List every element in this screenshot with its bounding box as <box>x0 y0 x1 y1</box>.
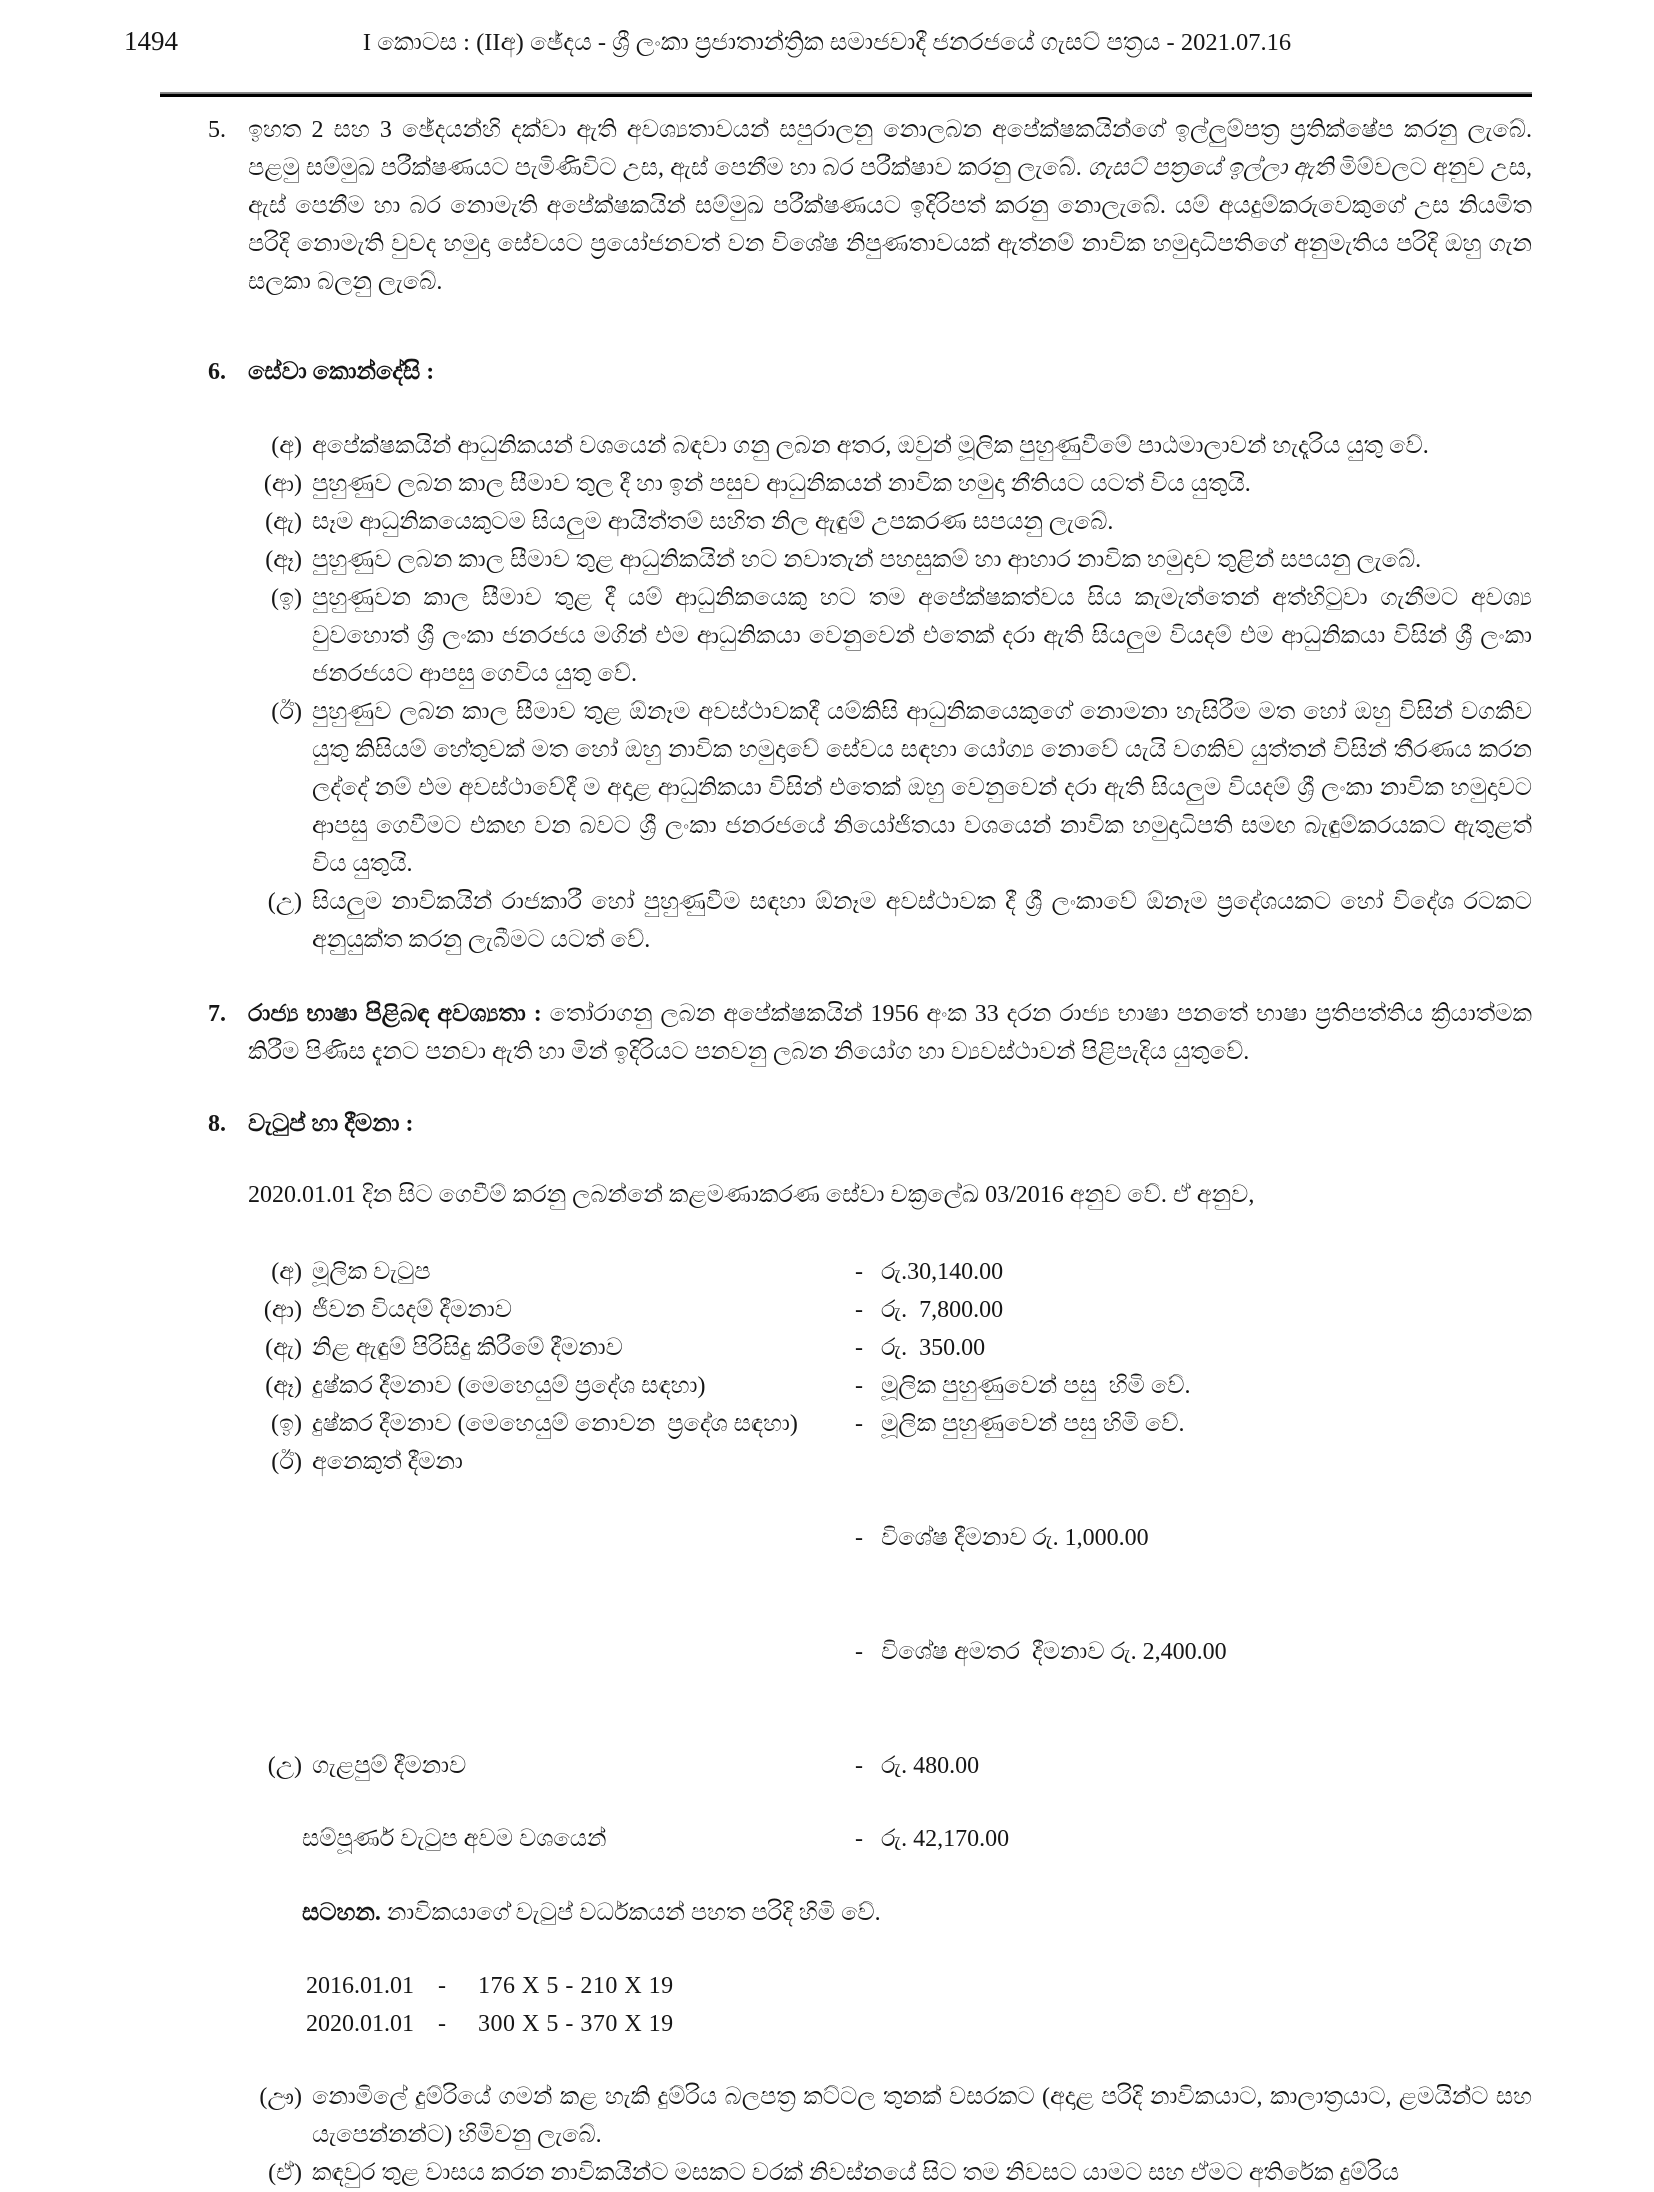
dash-separator: - <box>855 1259 863 1285</box>
section-6-number: 6. <box>208 359 226 385</box>
gazette-header-title: I කොටස : (IIඅ) ඡේදය - ශ්‍රී ලංකා ප්‍රජාතාන්ත්‍රික සමාජවාදී ජනරජයේ ගැසට් පත්‍රය - 2021.07.16 <box>362 29 1292 56</box>
salary-row-label: ජීවන වියදම් දීමනාව <box>312 1297 512 1323</box>
list-item-text: සියලුම නාවිකයින් රාජකාරී හෝ පුහුණුවීම සඳහා ඕනෑම අවස්ථාවක දී ශ්‍රී ලංකාවේ ඕනෑම ප්‍රදේශයකට හෝ විදේශ රටකට අනුයුක්ත කරනු ලැබීමට යටත් වේ. <box>312 889 1532 953</box>
salary-row-marker: (ඉ) <box>270 1411 302 1437</box>
list-item-text: කඳවුර තුළ වාසය කරන නාවිකයින්ට මසකට වරක් නිවස්නයේ සිට තම නිවසට යාමට සහ ඒමට අතිරේක දුම්රිය <box>312 2160 1400 2186</box>
list-item-marker: (ඇ) <box>265 509 302 535</box>
dash-separator: - <box>855 1639 863 1665</box>
paragraph-5-text <box>248 111 1532 301</box>
salary-row <box>248 1291 1532 1329</box>
salary-row <box>248 1329 1532 1367</box>
list-item-text: අපේක්ෂකයින් ආධුනිකයන් වශයෙන් බඳවා ගනු ලබන අතර, ඔවුන් මූලික පුහුණුවීමේ පාඨමාලාවන් හැදෑරිය යුතු වේ. <box>312 433 1429 459</box>
section-8-heading: වැටුප් හා දීමනා : <box>248 1111 414 1137</box>
list-item <box>248 465 1532 503</box>
salary-row-value <box>855 1443 1227 1747</box>
salary-row-marker: (උ) <box>267 1753 302 1779</box>
salary-row-marker: (අ) <box>271 1259 302 1285</box>
salary-note <box>302 1894 1532 1932</box>
list-item <box>248 693 1532 883</box>
salary-value-text: විශේෂ දීමනාව රු. 1,000.00 <box>881 1525 1149 1551</box>
dash-separator: - <box>855 1373 863 1399</box>
list-item-marker: (ඌ) <box>259 2084 302 2110</box>
increment-date: 2020.01.01 <box>306 2011 414 2037</box>
salary-total-row <box>302 1820 1532 1858</box>
increment-row <box>306 1967 1532 2005</box>
list-item-text: පුහුණුව ලබන කාල සීමාව තුල දී හා ඉන් පසුව ආධුනිකයන් නාවික හමුදා නීතියට යටත් විය යුතුයි. <box>312 471 1251 497</box>
salary-row-value <box>855 1291 1003 1329</box>
salary-row-label: දුෂ්කර දීමනාව (මෙහෙයුම් නොවන ප්‍රදේශ සඳහා) <box>312 1411 798 1437</box>
salary-value-text: මූලික පුහුණුවෙන් පසු හිමි වේ. <box>881 1373 1191 1399</box>
salary-value-text: රු. 350.00 <box>881 1335 986 1361</box>
salary-row-marker: (ඊ) <box>271 1449 302 1475</box>
salary-row-marker: (ආ) <box>263 1297 302 1323</box>
list-item <box>248 427 1532 465</box>
list-item-text: පුහුණුව ලබන කාල සීමාව තුළ ආධුනිකයින් හට නවාතැන් පහසුකම් හා ආහාර නාවික හමුදාව තුළින් සපයනු ලැබේ. <box>312 547 1422 573</box>
paragraph-5-text-after: මිම්වලට අනුව උස, ඇස් පෙනීම හා බර නොමැති අපේක්ෂකයින් සම්මුඛ පරීක්ෂණයට ඉදිරිපත් කරනු නොලැබේ. යම් අයදුම්කරුවෙකුගේ උස නියමිත පරිදි නොමැති වුවද හමුදා සේවයට ප්‍රයෝජනවත් වන විශේෂ නිපුණතාවයක් ඇත්නම් නාවික හමුදාධිපතිගේ අනුමැතිය පරිදි ඔහු ගැන සලකා බලනු ලැබේ. <box>248 155 1532 295</box>
salary-total-label: සම්පූර්ණ වැටුප අවම වශයෙන් <box>302 1826 607 1852</box>
dash-separator: - <box>438 1973 446 1999</box>
list-item <box>248 883 1532 959</box>
salary-row-value <box>855 1329 985 1367</box>
increment-formula: 176 X 5 - 210 X 19 <box>478 1973 674 1999</box>
list-item-text: පුහුණුවන කාල සීමාව තුළ දී යම් ආධුනිකයෙකු හට තම අපේක්ෂකත්වය සිය කැමැත්තෙන් අත්හිටුවා ගැනීමට අවශ්‍ය වුවහොත් ශ්‍රී ලංකා ජනරජය මගින් එම ආධුනිකයා වෙනුවෙන් එතෙක් දරා ඇති සියලුම වියදම් එම ආධුනිකයා විසින් ශ්‍රී ලංකා ජනරජයට ආපසු ගෙවිය යුතු වේ. <box>312 585 1532 687</box>
salary-total-value: රු. 42,170.00 <box>881 1826 1010 1852</box>
paragraph-5-text-italic: ගැසට් පත්‍රයේ ඉල්ලා ඇති <box>1087 155 1334 181</box>
salary-row <box>248 1747 1532 1785</box>
section-8-sub-items <box>248 2078 1532 2192</box>
list-item-marker: (අ) <box>271 433 302 459</box>
increment-formula: 300 X 5 - 370 X 19 <box>478 2011 674 2037</box>
page-header <box>0 0 1654 88</box>
section-8-intro: 2020.01.01 දින සිට ගෙවීම් කරනු ලබන්නේ කළමණාකරණ සේවා චක්‍රලේඛ 03/2016 අනුව වේ. ඒ අනුව, <box>248 1182 1255 1208</box>
increment-row <box>306 2005 1532 2043</box>
salary-row-label: නිළ ඇඳුම් පිරිසිදු කිරීමේ දීමනාව <box>312 1335 623 1361</box>
paragraph-7-number: 7. <box>208 1001 226 1027</box>
salary-row-value <box>855 1367 1190 1405</box>
list-item-marker: (ඈ) <box>265 547 302 573</box>
salary-row <box>248 1405 1532 1443</box>
salary-table <box>248 1253 1532 1785</box>
paragraph-7-body: තෝරාගනු ලබන අපේක්ෂකයින් 1956 අංක 33 දරන රාජ්‍ය භාෂා පනතේ භාෂා ප්‍රතිපත්තිය ක්‍රියාත්මක කිරීම පිණිස දැනට පනවා ඇති හා මින් ඉදිරියට පනවනු ලබන නියෝග හා ව්‍යවස්ථාවන් පිළිපැදිය යුතුවේ. <box>248 1001 1532 1065</box>
salary-row-marker: (ඈ) <box>265 1373 302 1399</box>
list-item-marker: (ඒ) <box>268 2160 302 2186</box>
list-item-text: සෑම ආධුනිකයෙකුටම සියලුම ආයිත්තම් සහිත නිල ඇඳුම් උපකරණ සපයනු ලැබේ. <box>312 509 1114 535</box>
page-number: 1494 <box>124 26 178 56</box>
dash-separator: - <box>855 1411 863 1437</box>
section-8-number: 8. <box>208 1111 226 1137</box>
salary-row-value <box>855 1747 979 1785</box>
salary-value-text: මූලික පුහුණුවෙන් පසු හිමි වේ. <box>881 1411 1185 1437</box>
list-item-marker: (ආ) <box>263 471 302 497</box>
section-6-heading: සේවා කොන්දේසි : <box>248 359 435 385</box>
salary-row-label: දුෂ්කර දීමනාව (මෙහෙයුම් ප්‍රදේශ සඳහා) <box>312 1373 706 1399</box>
list-item-text: පුහුණුව ලබන කාල සීමාව තුළ ඕනෑම අවස්ථාවකදී යම්කිසි ආධුනිකයෙකුගේ නොමනා හැසිරීම මත හෝ ඔහු විසින් වගකිව යුතු කිසියම් හේතුවක් මත හෝ ඔහු නාවික හමුදාවේ සේවය සඳහා යෝග්‍ය නොවේ යැයි වගකිව යුත්තන් විසින් තීරණය කරන ලද්දේ නම් එම අවස්ථාවේදී ම අදාළ ආධුනිකයා විසින් එතෙක් ඔහු වෙනුවෙන් දරා ඇති සියලුම වියදම් ශ්‍රී ලංකා නාවික හමුදාවට ආපසු ගෙවීමට එකඟ වන බවට ශ්‍රී ලංකා ජනරජයේ නියෝජිතයා වශයෙන් නාවික හමුදාධිපති සමඟ බැඳුම්කරයකට ඇතුළත් විය යුතුයි. <box>312 699 1532 877</box>
dash-separator: - <box>855 1525 863 1551</box>
note-label: සටහන. <box>302 1900 381 1926</box>
salary-value-text: රු.30,140.00 <box>881 1259 1004 1285</box>
dash-separator: - <box>855 1297 863 1323</box>
header-rule <box>160 92 1532 97</box>
dash-separator: - <box>855 1335 863 1361</box>
list-item <box>248 503 1532 541</box>
salary-row-marker: (ඇ) <box>265 1335 302 1361</box>
paragraph-5 <box>160 111 1532 301</box>
salary-row-value <box>855 1253 1003 1291</box>
increment-list <box>306 1967 1532 2043</box>
salary-row <box>248 1367 1532 1405</box>
list-item-marker: (උ) <box>267 889 302 915</box>
increment-date: 2016.01.01 <box>306 1973 414 1999</box>
section-6-list <box>248 427 1532 959</box>
salary-row <box>248 1443 1532 1747</box>
salary-row-value <box>855 1405 1184 1443</box>
dash-separator: - <box>855 1826 863 1852</box>
dash-separator: - <box>438 2011 446 2037</box>
paragraph-7-text <box>248 995 1532 1071</box>
list-item <box>248 2078 1532 2154</box>
paragraph-7-lead: රාජ්‍ය භාෂා පිළිබඳ අවශ්‍යතා : <box>248 1001 550 1027</box>
paragraph-7 <box>160 995 1532 1071</box>
salary-value-text: රු. 7,800.00 <box>881 1297 1004 1323</box>
note-text: නාවිකයාගේ වැටුප් වර්ධකයන් පහත පරිදි හිමි වේ. <box>380 1900 881 1926</box>
list-item-marker: (ඉ) <box>270 585 302 611</box>
list-item-marker: (ඊ) <box>271 699 302 725</box>
paragraph-5-number: 5. <box>208 117 226 143</box>
section-6-heading-row <box>160 353 1532 391</box>
list-item-text: නොමිලේ දුම්රියේ ගමන් කළ හැකි දුම්රිය බලපත්‍ර කට්ටල තුනක් වසරකට (අදාළ පරිදි නාවිකයාට, කාලාත්‍රයාට, ළමයින්ට සහ යැපෙන්නන්ට) හිමිවනු ලැබේ. <box>312 2084 1532 2148</box>
paragraph-5-text-before: ඉහත 2 සහ 3 ඡේදයන්හි දක්වා ඇති අවශ්‍යතාවයන් සපුරාලනු නොලබන අපේක්ෂකයින්ගේ ඉල්ලුම්පත්‍ර ප්‍රතික්ෂේප කරනු ලැබේ. පළමු සම්මුඛ පරීක්ෂණයට පැමිණිවිට උස, ඇස් පෙනීම හා බර පරීක්ෂාව කරනු ලැබේ. <box>248 117 1532 181</box>
section-8-heading-row <box>160 1105 1532 1143</box>
salary-value-text: රු. 480.00 <box>881 1753 980 1779</box>
list-item <box>248 2154 1532 2192</box>
salary-row <box>248 1253 1532 1291</box>
salary-row-label: මූලික වැටුප <box>312 1259 431 1285</box>
salary-row-label: අනෙකුත් දීමනා <box>312 1449 463 1475</box>
dash-separator: - <box>855 1753 863 1779</box>
salary-value-text: විශේෂ අමතර දීමනාව රු. 2,400.00 <box>881 1639 1227 1665</box>
document-body <box>160 111 1532 2192</box>
list-item <box>248 579 1532 693</box>
salary-row-label: ගැළපුම් දීමනාව <box>312 1753 467 1779</box>
list-item <box>248 541 1532 579</box>
